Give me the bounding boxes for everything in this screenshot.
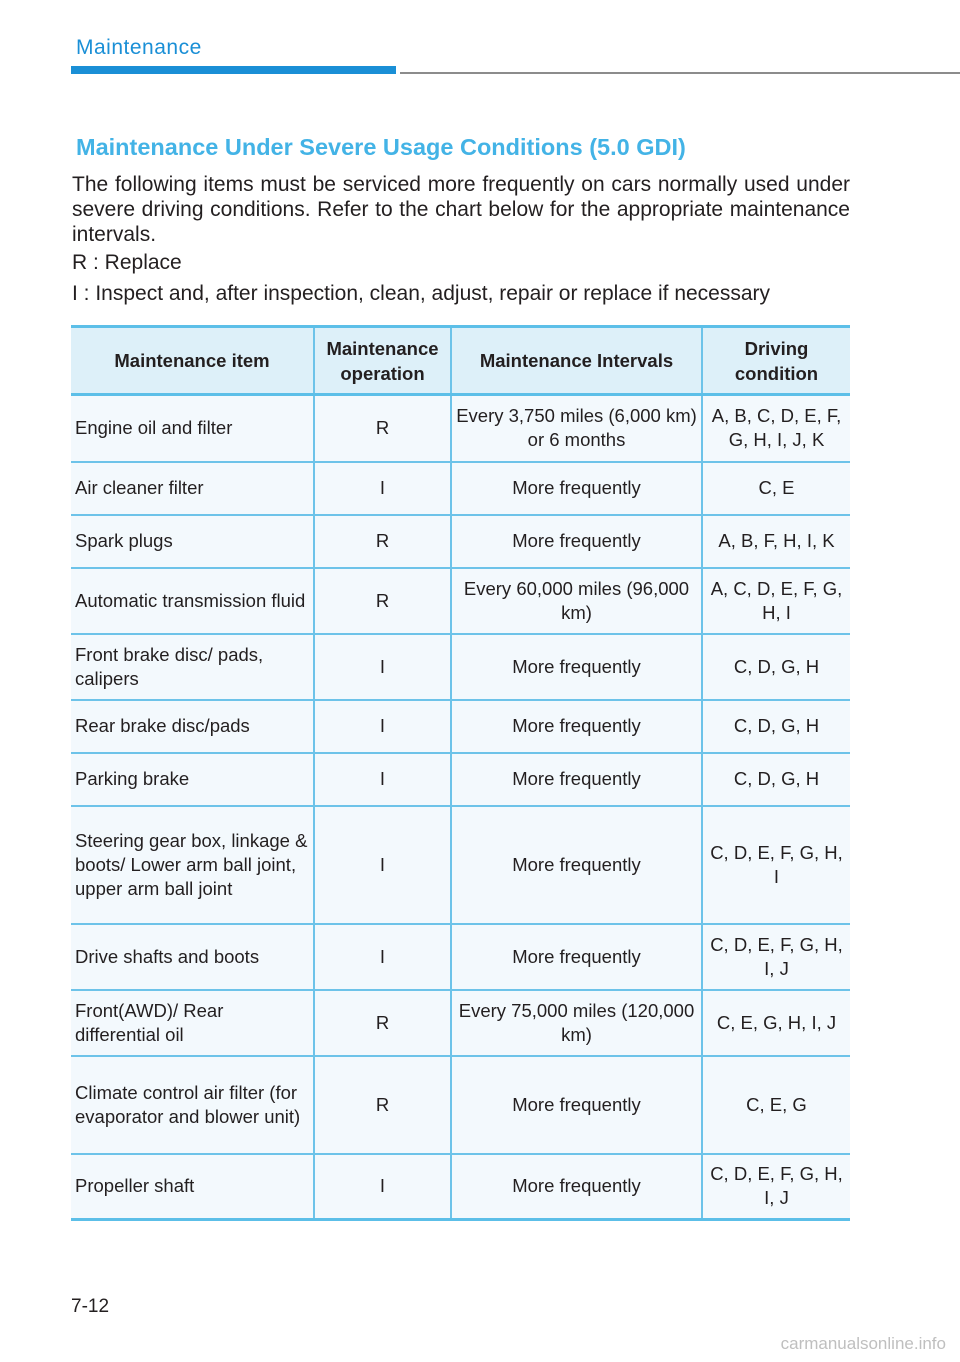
operation-cell: R — [314, 395, 451, 462]
intro-paragraph: The following items must be serviced more frequently on cars normally used under severe driving conditions. Refer to the chart below for the appropriate maintenance intervals. — [72, 173, 850, 246]
interval-cell: More frequently — [451, 700, 702, 753]
condition-cell: C, E, G, H, I, J — [702, 990, 850, 1056]
watermark: carmanualsonline.info — [780, 1334, 946, 1353]
condition-cell: A, B, C, D, E, F, G, H, I, J, K — [702, 395, 850, 462]
operation-cell: R — [314, 990, 451, 1056]
item-cell: Air cleaner filter — [71, 462, 314, 515]
column-header: Maintenance item — [71, 327, 314, 395]
condition-cell: A, B, F, H, I, K — [702, 515, 850, 568]
condition-cell: C, D, G, H — [702, 634, 850, 700]
interval-cell: Every 75,000 miles (120,000 km) — [451, 990, 702, 1056]
interval-cell: More frequently — [451, 515, 702, 568]
operation-cell: I — [314, 806, 451, 924]
interval-cell: More frequently — [451, 1154, 702, 1220]
interval-cell: More frequently — [451, 634, 702, 700]
table-row — [71, 806, 850, 924]
table-row — [71, 990, 850, 1056]
legend-replace: R : Replace — [72, 251, 182, 274]
operation-cell: I — [314, 462, 451, 515]
item-cell: Parking brake — [71, 753, 314, 806]
condition-cell: C, D, G, H — [702, 700, 850, 753]
column-header: Maintenance operation — [314, 327, 451, 395]
condition-cell: C, D, E, F, G, H, I, J — [702, 1154, 850, 1220]
item-cell: Automatic transmission fluid — [71, 568, 314, 634]
item-cell: Front(AWD)/ Rear differential oil — [71, 990, 314, 1056]
operation-cell: I — [314, 700, 451, 753]
table-row — [71, 1056, 850, 1154]
condition-cell: C, D, E, F, G, H, I — [702, 806, 850, 924]
interval-cell: More frequently — [451, 462, 702, 515]
interval-cell: More frequently — [451, 753, 702, 806]
item-cell: Front brake disc/ pads, calipers — [71, 634, 314, 700]
header-rule — [400, 72, 960, 74]
table-row — [71, 515, 850, 568]
table-row — [71, 634, 850, 700]
condition-cell: C, D, E, F, G, H, I, J — [702, 924, 850, 990]
condition-cell: C, E, G — [702, 1056, 850, 1154]
operation-cell: R — [314, 1056, 451, 1154]
column-header: Driving condition — [702, 327, 850, 395]
item-cell: Climate control air filter (for evaporator and blower unit) — [71, 1056, 314, 1154]
interval-cell: More frequently — [451, 806, 702, 924]
table-row — [71, 700, 850, 753]
item-cell: Drive shafts and boots — [71, 924, 314, 990]
table-row — [71, 753, 850, 806]
operation-cell: R — [314, 568, 451, 634]
table-row — [71, 462, 850, 515]
operation-cell: R — [314, 515, 451, 568]
column-header: Maintenance Intervals — [451, 327, 702, 395]
header-rule-accent — [71, 66, 396, 74]
condition-cell: C, D, G, H — [702, 753, 850, 806]
table-row — [71, 395, 850, 462]
operation-cell: I — [314, 753, 451, 806]
condition-cell: A, C, D, E, F, G, H, I — [702, 568, 850, 634]
item-cell: Engine oil and filter — [71, 395, 314, 462]
table-row — [71, 1154, 850, 1220]
operation-cell: I — [314, 1154, 451, 1220]
table-row — [71, 924, 850, 990]
interval-cell: More frequently — [451, 1056, 702, 1154]
maintenance-table — [71, 325, 850, 1221]
operation-cell: I — [314, 924, 451, 990]
legend-inspect: I : Inspect and, after inspection, clean, adjust, repair or replace if necessary — [72, 282, 771, 305]
interval-cell: Every 60,000 miles (96,000 km) — [451, 568, 702, 634]
item-cell: Steering gear box, linkage & boots/ Lower arm ball joint, upper arm ball joint — [71, 806, 314, 924]
page-number: 7-12 — [71, 1296, 110, 1317]
section-label: Maintenance — [76, 36, 202, 59]
page-heading: Maintenance Under Severe Usage Conditions (5.0 GDI) — [76, 134, 686, 160]
condition-cell: C, E — [702, 462, 850, 515]
operation-cell: I — [314, 634, 451, 700]
item-cell: Rear brake disc/pads — [71, 700, 314, 753]
table-row — [71, 568, 850, 634]
item-cell: Propeller shaft — [71, 1154, 314, 1220]
interval-cell: More frequently — [451, 924, 702, 990]
item-cell: Spark plugs — [71, 515, 314, 568]
interval-cell: Every 3,750 miles (6,000 km) or 6 months — [451, 395, 702, 462]
table-header-row — [71, 327, 850, 395]
